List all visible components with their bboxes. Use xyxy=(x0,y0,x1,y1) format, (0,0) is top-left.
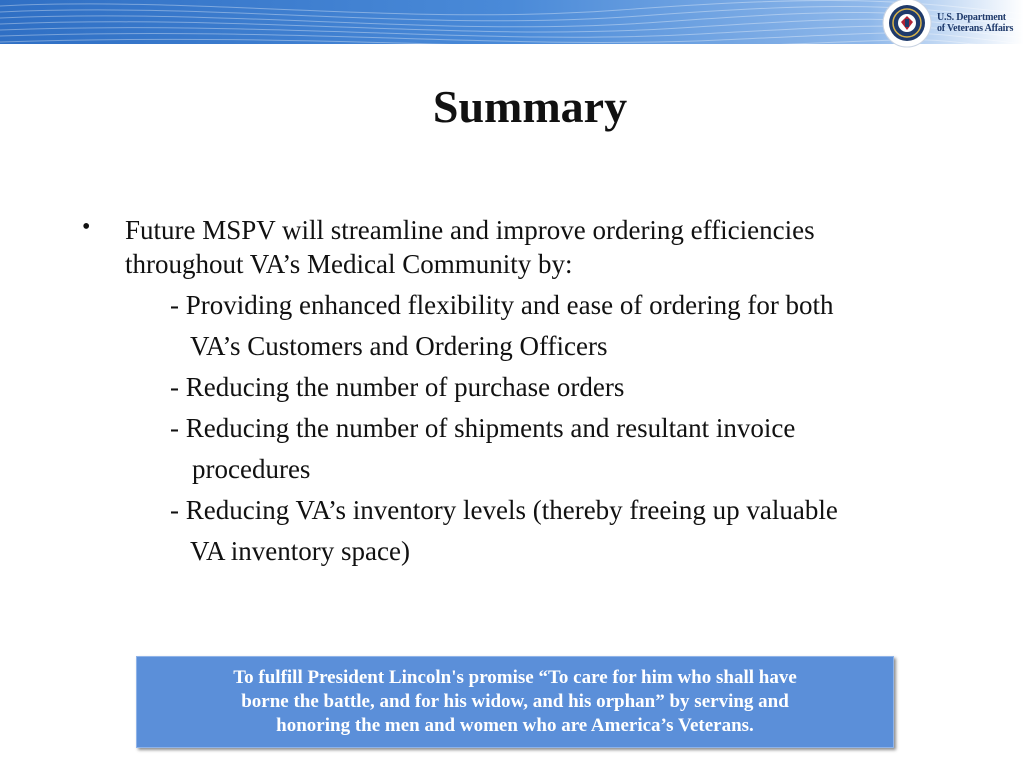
mission-line-2: borne the battle, and for his widow, and his orphan” by serving and xyxy=(241,691,789,712)
body-line: - Reducing VA’s inventory levels (thereby freeing up valuable xyxy=(170,495,838,525)
body-line: VA’s Customers and Ordering Officers xyxy=(190,331,608,361)
body-line: - Reducing the number of shipments and resultant invoice xyxy=(170,413,796,443)
slide-title: Summary xyxy=(432,81,628,132)
body-line: Future MSPV will streamline and improve ordering efficiencies xyxy=(125,215,815,245)
mission-line-3: honoring the men and women who are America’s Veterans. xyxy=(276,715,754,736)
va-seal-icon xyxy=(880,0,934,50)
mission-line-1: To fulfill President Lincoln's promise “To care for him who shall have xyxy=(233,667,797,688)
body-line: - Providing enhanced flexibility and ease of ordering for both xyxy=(170,290,834,320)
wave-banner-graphic xyxy=(0,0,1024,44)
mission-statement xyxy=(215,666,815,738)
header-banner xyxy=(0,0,1024,44)
body-line: throughout VA’s Medical Community by: xyxy=(125,249,573,279)
department-name xyxy=(937,12,1021,34)
department-line-1: U.S. Department xyxy=(937,12,1006,23)
mission-callout-box xyxy=(136,656,894,748)
department-line-2: of Veterans Affairs xyxy=(937,23,1014,34)
body-line: - Reducing the number of purchase orders xyxy=(170,372,625,402)
body-line: VA inventory space) xyxy=(190,536,410,566)
bullet-icon: • xyxy=(82,214,91,240)
body-line: procedures xyxy=(192,454,311,484)
